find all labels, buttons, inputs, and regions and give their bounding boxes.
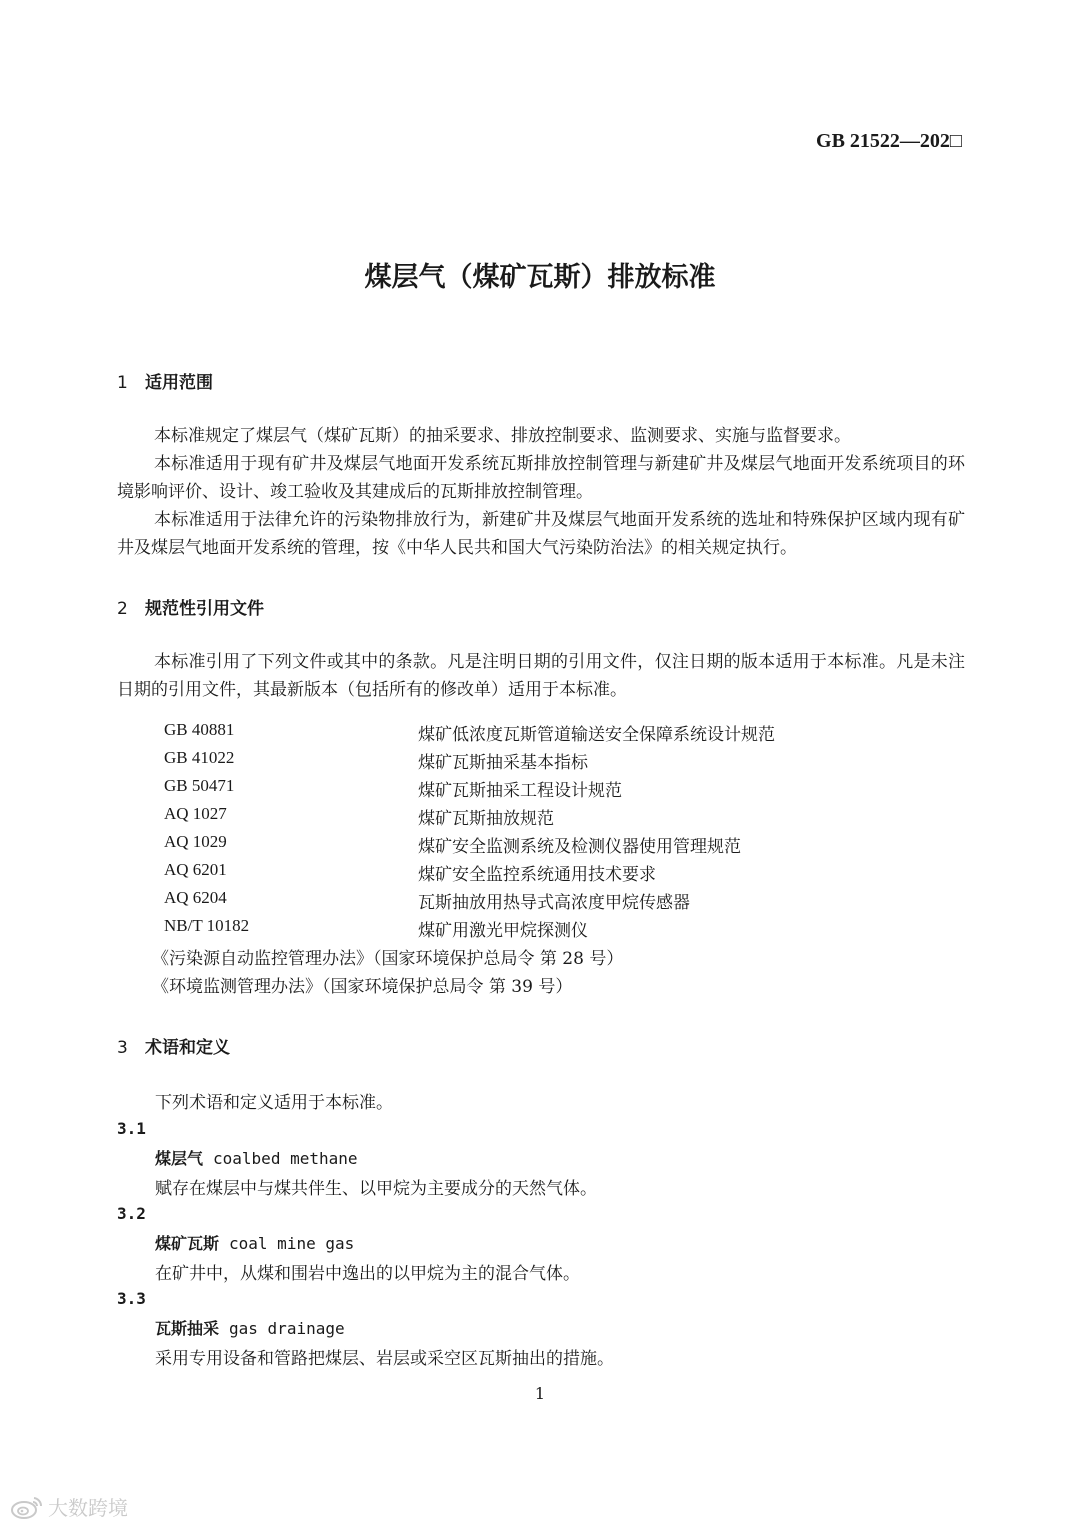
reference-title: 煤矿瓦斯抽放规范 [418, 809, 554, 829]
document-title: 煤层气（煤矿瓦斯）排放标准 [364, 262, 716, 293]
reference-code: NB/T 10182 [164, 916, 250, 935]
other-reference: 《环境监测管理办法》（国家环境保护总局令 第 39 号） [152, 977, 573, 997]
paragraph: 本标准适用于法律允许的污染物排放行为，新建矿井及煤层气地面开发系统的选址和特殊保护区域内现有矿井及煤层气地面开发系统的管理，按《中华人民共和国大气污染防治法》的相关规定执行。 [117, 510, 965, 558]
reference-code: AQ 6204 [164, 888, 227, 907]
section-2-heading [117, 594, 264, 619]
term-zh: 瓦斯抽采 [155, 1319, 220, 1338]
watermark-text: 大数跨境 [48, 1496, 128, 1520]
term-number: 3.1 [117, 1119, 146, 1138]
reference-title: 煤矿瓦斯抽采工程设计规范 [418, 781, 622, 801]
term-name [155, 1231, 354, 1254]
paragraph: 本标准适用于现有矿井及煤层气地面开发系统瓦斯排放控制管理与新建矿井及煤层气地面开发系统项目的环境影响评价、设计、竣工验收及其建成后的瓦斯排放控制管理。 [117, 454, 965, 502]
terms-intro: 下列术语和定义适用于本标准。 [155, 1093, 393, 1113]
reference-title: 煤矿用激光甲烷探测仪 [418, 921, 588, 941]
term-number: 3.3 [117, 1289, 146, 1308]
term-definition: 在矿井中，从煤和围岩中逸出的以甲烷为主的混合气体。 [155, 1264, 580, 1284]
reference-code: GB 41022 [164, 748, 235, 767]
weibo-logo-icon [10, 1494, 44, 1520]
section-3-heading [117, 1033, 230, 1058]
reference-title: 煤矿瓦斯抽采基本指标 [418, 753, 588, 773]
reference-code: AQ 1027 [164, 804, 227, 823]
term-en: coalbed methane [213, 1149, 358, 1168]
term-name [155, 1316, 345, 1339]
term-zh: 煤层气 [155, 1149, 204, 1168]
term-zh: 煤矿瓦斯 [155, 1234, 220, 1253]
section-number: 2 [117, 599, 128, 619]
paragraph: 本标准规定了煤层气（煤矿瓦斯）的抽采要求、排放控制要求、监测要求、实施与监督要求。 [154, 426, 851, 446]
section-title: 规范性引用文件 [145, 599, 264, 619]
reference-code: AQ 6201 [164, 860, 227, 879]
term-definition: 采用专用设备和管路把煤层、岩层或采空区瓦斯抽出的措施。 [155, 1349, 614, 1369]
document-code: GB 21522—202□ [816, 130, 962, 152]
term-definition: 赋存在煤层中与煤共伴生、以甲烷为主要成分的天然气体。 [155, 1179, 597, 1199]
reference-code: GB 40881 [164, 720, 235, 739]
paragraph: 本标准引用了下列文件或其中的条款。凡是注明日期的引用文件，仅注日期的版本适用于本标准。凡是未注日期的引用文件，其最新版本（包括所有的修改单）适用于本标准。 [117, 652, 965, 700]
term-number: 3.2 [117, 1204, 146, 1223]
reference-title: 煤矿低浓度瓦斯管道输送安全保障系统设计规范 [418, 725, 775, 745]
section-number: 1 [117, 373, 128, 393]
reference-code: AQ 1029 [164, 832, 227, 851]
term-name [155, 1146, 358, 1169]
reference-title: 瓦斯抽放用热导式高浓度甲烷传感器 [418, 893, 690, 913]
reference-title: 煤矿安全监测系统及检测仪器使用管理规范 [418, 837, 741, 857]
section-1-heading [117, 368, 213, 393]
term-en: coal mine gas [229, 1234, 355, 1253]
other-reference: 《污染源自动监控管理办法》（国家环境保护总局令 第 28 号） [152, 949, 624, 969]
reference-code: GB 50471 [164, 776, 235, 795]
page-number: 1 [534, 1384, 546, 1403]
section-number: 3 [117, 1038, 128, 1058]
watermark [10, 1492, 128, 1521]
term-en: gas drainage [229, 1319, 345, 1338]
section-title: 术语和定义 [145, 1038, 230, 1058]
reference-title: 煤矿安全监控系统通用技术要求 [418, 865, 656, 885]
section-title: 适用范围 [145, 373, 213, 393]
